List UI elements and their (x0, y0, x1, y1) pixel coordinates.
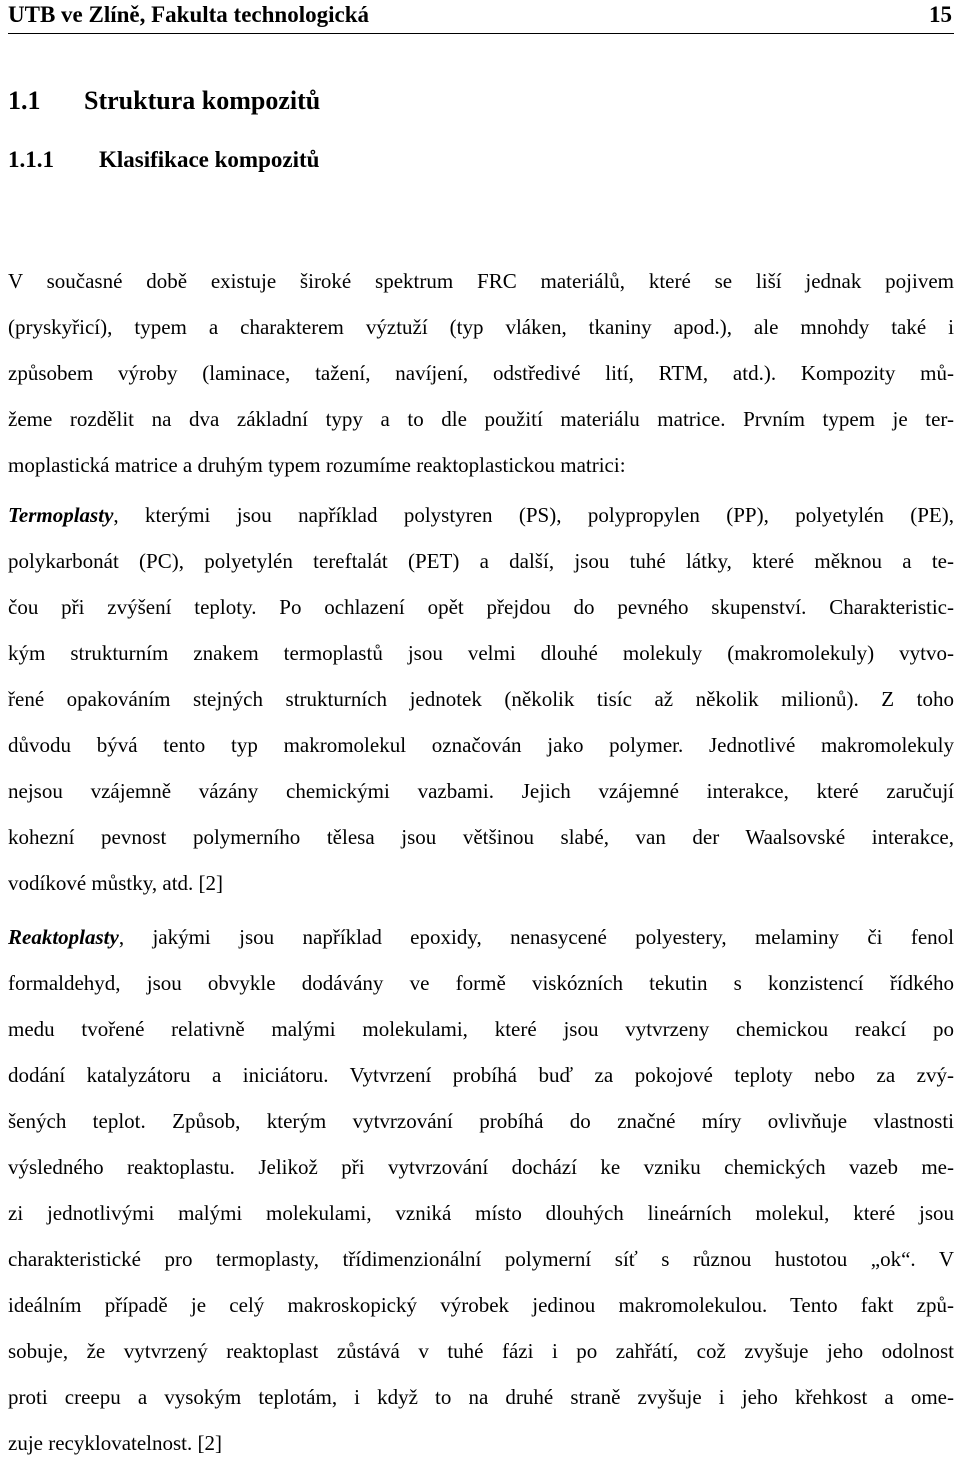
text-line: zi jednotlivými malými molekulami, vzniká místo dlouhých lineárních molekul, které jsou (8, 1201, 954, 1225)
page-header (8, 0, 954, 34)
subsection-heading (8, 147, 319, 173)
text-line: vodíkové můstky, atd. [2] (8, 871, 224, 895)
text-line: řené opakováním stejných strukturních jednotek (několik tisíc až několik milionů). Z toho (8, 687, 954, 711)
section-title: Struktura kompozitů (84, 86, 321, 115)
text-line: (pryskyřicí), typem a charakterem výztuží (typ vláken, tkaniny apod.), ale mnohdy také i (8, 315, 954, 339)
text-line (8, 922, 954, 968)
text-line: způsobem výroby (laminace, tažení, navíjení, odstředivé lití, RTM, atd.). Kompozity mů- (8, 361, 954, 385)
text-line: zuje recyklovatelnost. [2] (8, 1431, 222, 1455)
text-line: dodání katalyzátoru a iniciátoru. Vytvrzení probíhá buď za pokojové teploty nebo za zvý- (8, 1063, 954, 1087)
text-line: sobuje, že vytvrzený reaktoplast zůstává v tuhé fázi i po zahřátí, což zvyšuje jeho odolnost (8, 1339, 954, 1363)
term-thermoplastics: Termoplasty (8, 503, 114, 527)
text-line: medu tvořené relativně malými molekulami, které jsou vytvrzeny chemickou reakcí po (8, 1017, 954, 1041)
text-line: formaldehyd, jsou obvykle dodávány ve formě viskózních tekutin s konzistencí řídkého (8, 971, 954, 995)
text-line: výsledného reaktoplastu. Jelikož při vytvrzování dochází ke vzniku chemických vazeb me- (8, 1155, 954, 1179)
text-line: šených teplot. Způsob, kterým vytvrzování probíhá do značné míry ovlivňuje vlastnosti (8, 1109, 954, 1133)
text-line: kohezní pevnost polymerního tělesa jsou většinou slabé, van der Waalsovské interakce, (8, 825, 954, 849)
text-line (8, 500, 954, 546)
paragraph-thermosets (8, 922, 954, 1474)
text-line: žeme rozdělit na dva základní typy a to dle použití materiálu matrice. Prvním typem je ter- (8, 407, 954, 431)
subsection-number: 1.1.1 (8, 147, 54, 172)
section-heading (8, 86, 320, 116)
header-title: UTB ve Zlíně, Fakulta technologická (8, 2, 369, 27)
paragraph-intro (8, 266, 954, 496)
text-line-rest: , jakými jsou například epoxidy, nenasycené polyestery, melaminy či fenol (118, 925, 954, 949)
text-line: polykarbonát (PC), polyetylén tereftalát (PET) a další, jsou tuhé látky, které měknou a te- (8, 549, 954, 573)
term-thermosets: Reaktoplasty (8, 925, 119, 949)
text-line: V současné době existuje široké spektrum FRC materiálů, které se liší jednak pojivem (8, 269, 954, 293)
text-line: proti creepu a vysokým teplotám, i když to na druhé straně zvyšuje i jeho křehkost a ome- (8, 1385, 954, 1409)
paragraph-thermoplastics (8, 500, 954, 914)
text-line: kým strukturním znakem termoplastů jsou velmi dlouhé molekuly (makromolekuly) vytvo- (8, 641, 954, 665)
text-line: nejsou vzájemně vázány chemickými vazbami. Jejich vzájemné interakce, které zaručují (8, 779, 954, 803)
section-number: 1.1 (8, 86, 41, 115)
text-line-rest: , kterými jsou například polystyren (PS), polypropylen (PP), polyetylén (PE), (113, 503, 954, 527)
text-line: čou při zvýšení teploty. Po ochlazení opět přejdou do pevného skupenství. Charakteristic- (8, 595, 954, 619)
subsection-title: Klasifikace kompozitů (99, 147, 320, 172)
text-line: charakteristické pro termoplasty, třídimenzionální polymerní síť s různou hustotou „ok“. V (8, 1247, 954, 1271)
page-number: 15 (929, 2, 952, 27)
text-line: moplastická matrice a druhým typem rozumíme reaktoplastickou matrici: (8, 453, 626, 477)
text-line: důvodu bývá tento typ makromolekul označován jako polymer. Jednotlivé makromolekuly (8, 733, 954, 757)
text-line: ideálním případě je celý makroskopický výrobek jedinou makromolekulou. Tento fakt způ- (8, 1293, 954, 1317)
